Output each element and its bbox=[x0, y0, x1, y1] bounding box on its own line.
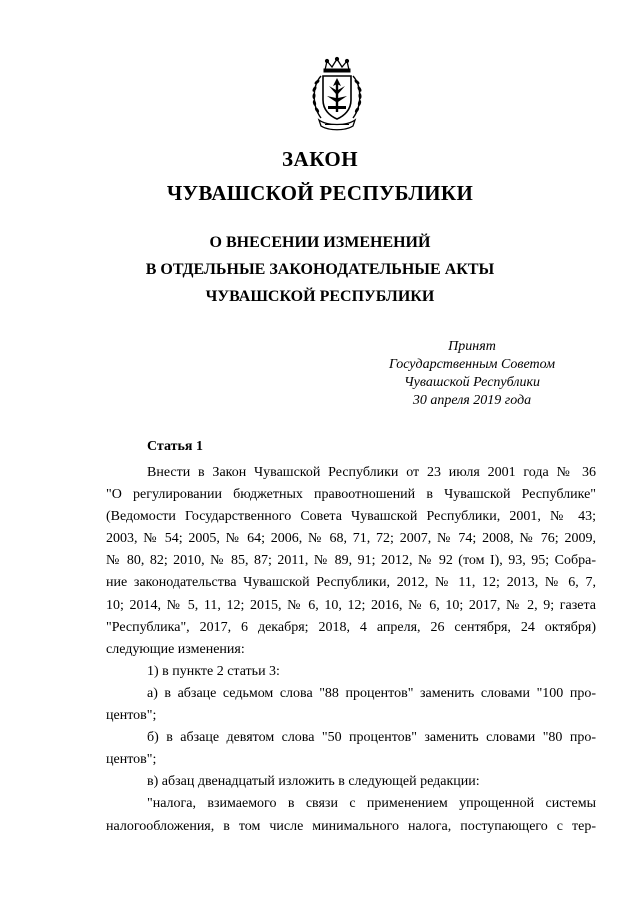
paragraph-line: а) в абзаце седьмом слова "88 процентов" заменить словами "100 про- bbox=[147, 685, 596, 701]
chuvash-coat-of-arms-icon bbox=[309, 56, 365, 134]
paragraph-line: центов"; bbox=[106, 708, 157, 724]
subtitle-line: ЧУВАШСКОЙ РЕСПУБЛИКИ bbox=[205, 288, 435, 305]
law-subtitle bbox=[0, 229, 640, 310]
paragraph-line: ние законодательства Чувашской Республики, 2012, № 11, 12; 2013, № 6, 7, bbox=[106, 575, 596, 591]
subtitle-line: В ОТДЕЛЬНЫЕ ЗАКОНОДАТЕЛЬНЫЕ АКТЫ bbox=[145, 261, 495, 278]
article-heading: Статья 1 bbox=[147, 439, 203, 454]
paragraph-line: центов"; bbox=[106, 752, 157, 768]
republic-title: ЧУВАШСКОЙ РЕСПУБЛИКИ bbox=[166, 181, 474, 205]
adoption-line: Государственным Советом bbox=[388, 357, 556, 372]
paragraph-line: б) в абзаце девятом слова "50 процентов" заменить словами "80 про- bbox=[147, 730, 596, 746]
subtitle-line: О ВНЕСЕНИИ ИЗМЕНЕНИЙ bbox=[209, 234, 431, 251]
paragraph-line: "налога, взимаемого в связи с применением упрощенной системы bbox=[147, 796, 596, 812]
paragraph-line: 1) в пункте 2 статьи 3: bbox=[147, 663, 280, 679]
adoption-note bbox=[352, 338, 592, 410]
paragraph-line: "О регулировании бюджетных правоотношений в Чувашской Республике" bbox=[106, 487, 596, 503]
document-type-title: ЗАКОН bbox=[281, 147, 359, 171]
paragraph-line: "Республика", 2017, 6 декабря; 2018, 4 апреля, 26 сентября, 24 октября) bbox=[106, 619, 596, 635]
paragraph-line: 2003, № 54; 2005, № 64; 2006, № 68, 71, 72; 2007, № 74; 2008, № 76; 2009, bbox=[106, 531, 596, 547]
adoption-date: 30 апреля 2019 года bbox=[412, 393, 532, 408]
adoption-line: Чувашской Республики bbox=[404, 375, 540, 390]
paragraph-line: в) абзац двенадцатый изложить в следующей редакции: bbox=[147, 774, 480, 790]
paragraph-line: налогообложения, в том числе минимального налога, поступающего с тер- bbox=[106, 818, 596, 834]
paragraph-line: 10; 2014, № 5, 11, 12; 2015, № 6, 10, 12; 2016, № 6, 10; 2017, № 2, 9; газета bbox=[106, 597, 596, 613]
paragraph-line: № 80, 82; 2010, № 85, 87; 2011, № 89, 91; 2012, № 92 (том I), 93, 95; Собра- bbox=[106, 553, 596, 569]
paragraph-line: следующие изменения: bbox=[106, 641, 245, 657]
paragraph-line: (Ведомости Государственного Совета Чувашской Республики, 2001, № 43; bbox=[106, 509, 596, 525]
adoption-line: Принят bbox=[448, 339, 496, 354]
article-body bbox=[106, 462, 596, 838]
paragraph-line: Внести в Закон Чувашской Республики от 23 июля 2001 года № 36 bbox=[147, 465, 596, 480]
